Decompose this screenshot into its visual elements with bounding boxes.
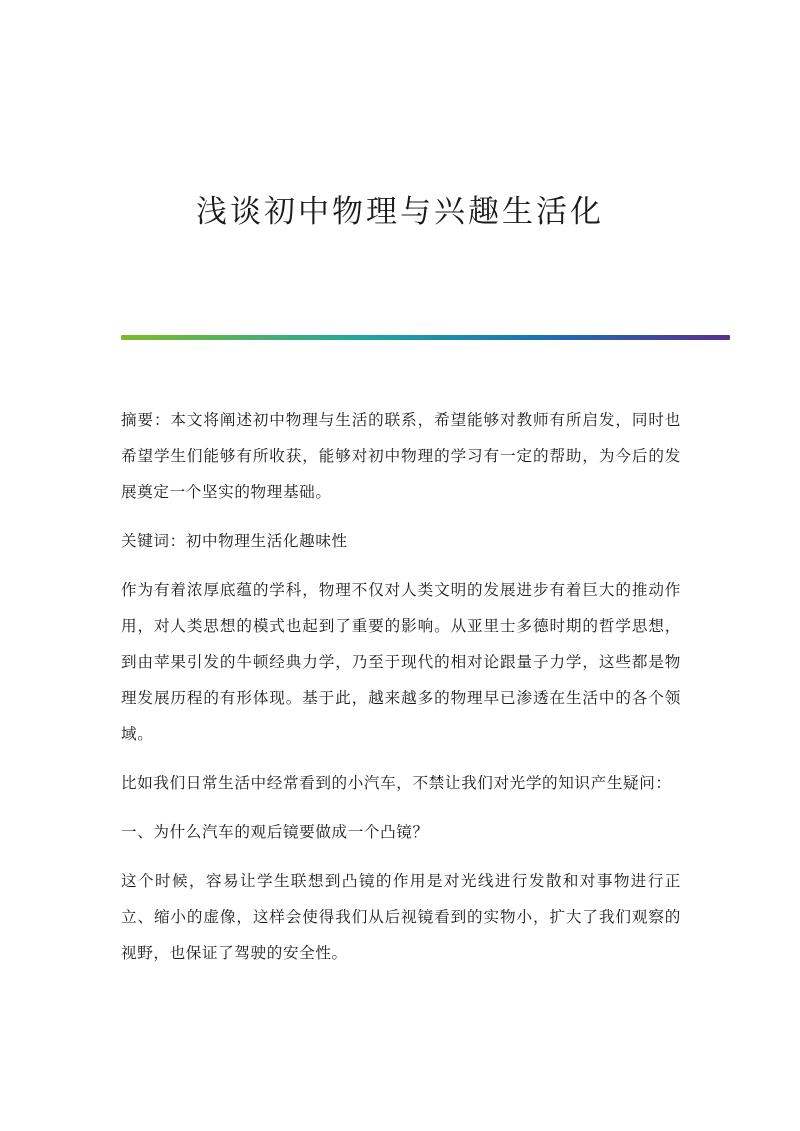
body-paragraph: 作为有着浓厚底蕴的学科，物理不仅对人类文明的发展进步有着巨大的推动作用，对人类思想的模式也起到了重要的影响。从亚里士多德时期的哲学思想，到由苹果引发的牛顿经典力学，乃至于现代的相对论跟量子力学，这些都是物理发展历程的有形体现。基于此，越来越多的物理早已渗透在生活中的各个领域。	[121, 581, 681, 743]
section-heading: 一、为什么汽车的观后镜要做成一个凸镜？	[121, 823, 429, 841]
title-divider	[121, 335, 730, 340]
abstract-paragraph: 摘要：本文将阐述初中物理与生活的联系，希望能够对教师有所启发，同时也希望学生们能够有所收获，能够对初中物理的学习有一定的帮助，为今后的发展奠定一个坚实的物理基础。	[121, 411, 681, 501]
document-title: 浅谈初中物理与兴趣生活化	[196, 194, 604, 230]
document-body	[121, 402, 681, 984]
body-paragraph: 比如我们日常生活中经常看到的小汽车，不禁让我们对光学的知识产生疑问：	[121, 774, 672, 792]
body-paragraph: 这个时候，容易让学生联想到凸镜的作用是对光线进行发散和对事物进行正立、缩小的虚像，这样会使得我们从后视镜看到的实物小，扩大了我们观察的视野，也保证了驾驶的安全性。	[121, 872, 681, 962]
keywords-paragraph: 关键词：初中物理生活化趣味性	[121, 532, 348, 550]
